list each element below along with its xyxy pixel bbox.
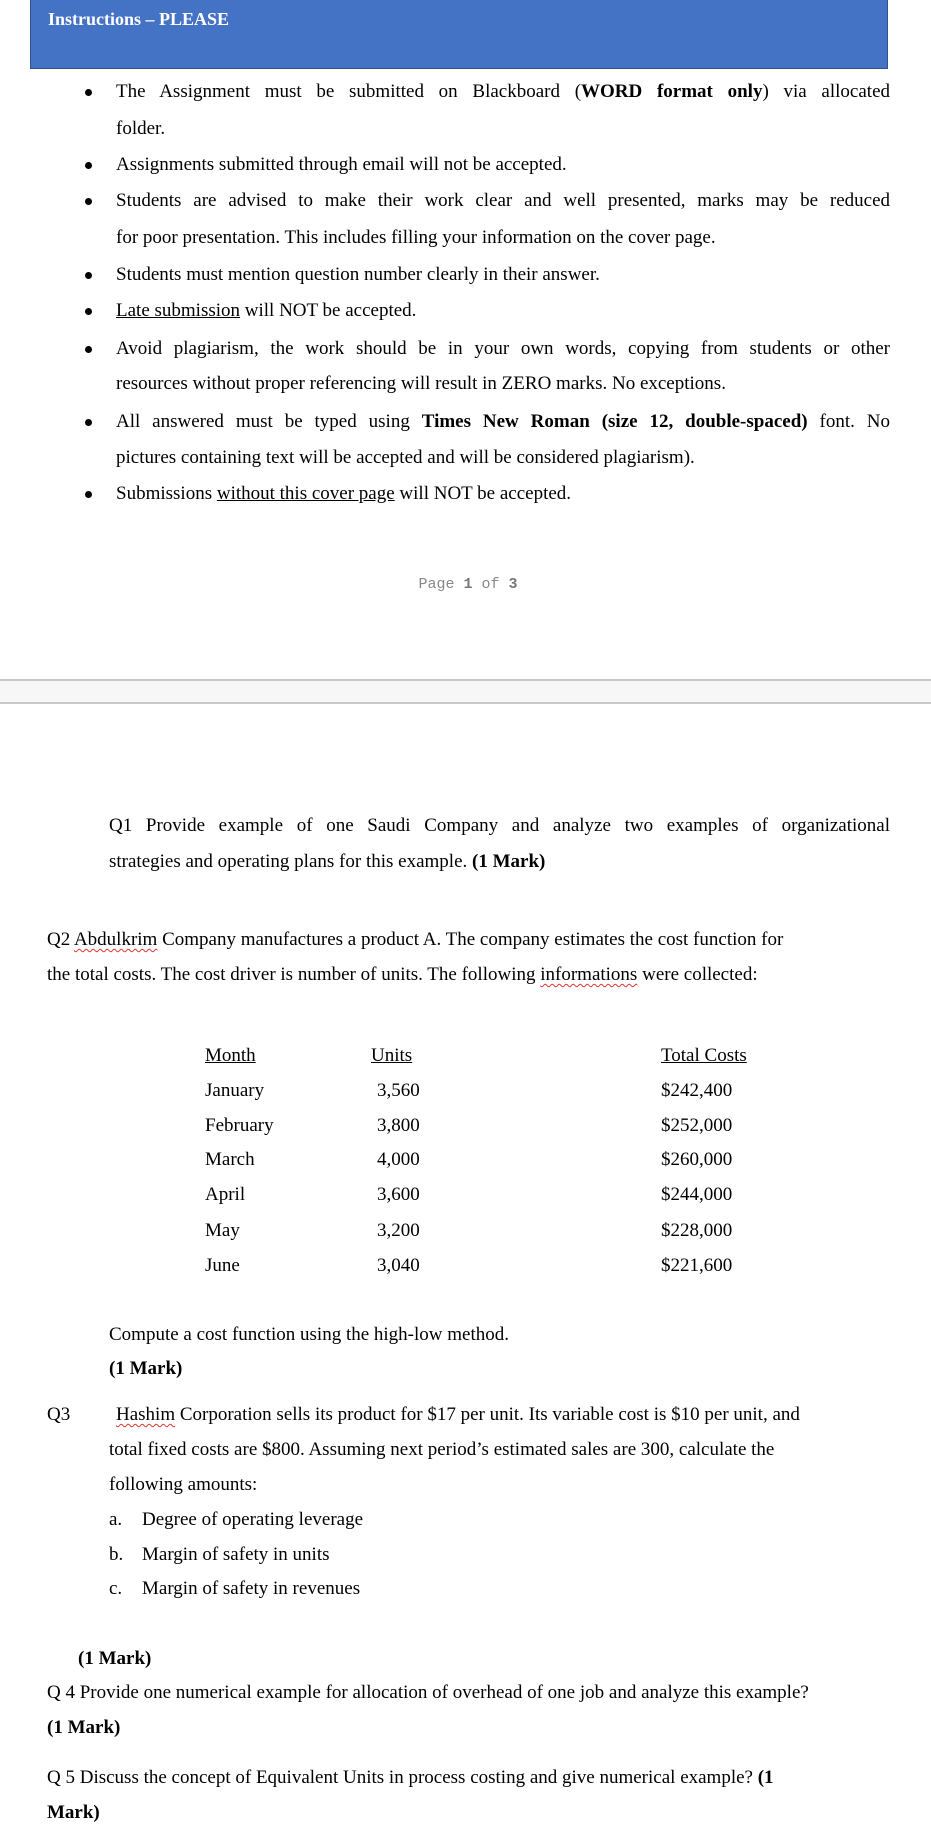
bullet-icon	[84, 491, 94, 501]
q4-mark: (1 Mark)	[47, 1717, 121, 1738]
q3-item-b: Margin of safety in units	[142, 1544, 330, 1565]
q3-mark: (1 Mark)	[78, 1648, 152, 1669]
table-cell-total-costs: $252,000	[661, 1115, 733, 1136]
q3-label: Q3	[47, 1404, 71, 1425]
table-cell-total-costs: $221,600	[661, 1255, 733, 1276]
q3-line3: following amounts:	[109, 1474, 258, 1495]
table-cell-units: 3,040	[377, 1255, 420, 1276]
table-cell-month: May	[205, 1220, 240, 1241]
table-cell-total-costs: $260,000	[661, 1149, 733, 1170]
bullet-icon	[84, 308, 94, 318]
table-header-units: Units	[371, 1045, 413, 1066]
q3-item-c-letter: c.	[109, 1578, 123, 1599]
instruction-8: Submissions without this cover page will NOT be accepted.	[116, 483, 572, 504]
q4-text: Q 4 Provide one numerical example for allocation of overhead of one job and analyze this example?	[47, 1682, 809, 1703]
q3-line2: total fixed costs are $800. Assuming next period’s estimated sales are 300, calculate the	[109, 1439, 775, 1460]
instruction-5: Late submission will NOT be accepted.	[116, 300, 417, 321]
instructions-header	[30, 0, 888, 69]
q2-line1: Q2 Abdulkrim Company manufactures a product A. The company estimates the cost function for	[47, 929, 784, 950]
header-title: Instructions – PLEASE	[48, 9, 230, 29]
bullet-icon	[84, 272, 94, 282]
page-break-separator	[0, 679, 931, 704]
q3-item-b-letter: b.	[109, 1544, 124, 1565]
instruction-6-cont: resources without proper referencing will result in ZERO marks. No exceptions.	[116, 373, 726, 394]
table-cell-units: 3,200	[377, 1220, 420, 1241]
page-number: Page 1 of 3	[418, 576, 518, 593]
table-cell-units: 3,600	[377, 1184, 420, 1205]
bullet-icon	[84, 89, 94, 99]
bullet-icon	[84, 162, 94, 172]
instruction-6: Avoid plagiarism, the work should be in your own words, copying from students or other	[116, 338, 890, 359]
bullet-icon	[84, 346, 94, 356]
q1-line1: Q1 Provide example of one Saudi Company and analyze two examples of organizational	[109, 815, 890, 836]
instruction-3: Students are advised to make their work clear and well presented, marks may be reduced	[116, 190, 890, 211]
table-header-month: Month	[205, 1045, 256, 1066]
table-cell-units: 3,800	[377, 1115, 420, 1136]
q3-item-a-letter: a.	[109, 1509, 123, 1530]
table-cell-total-costs: $228,000	[661, 1220, 733, 1241]
q3-item-a: Degree of operating leverage	[142, 1509, 364, 1530]
table-cell-total-costs: $242,400	[661, 1080, 733, 1101]
table-cell-month: June	[205, 1255, 240, 1276]
instruction-7: All answered must be typed using Times New Roman (size 12, double-spaced) font. No	[116, 411, 890, 432]
bullet-icon	[84, 419, 94, 429]
table-header-total-costs: Total Costs	[661, 1045, 747, 1066]
table-cell-units: 3,560	[377, 1080, 420, 1101]
q2-task: Compute a cost function using the high-low method.	[109, 1324, 510, 1345]
table-cell-total-costs: $244,000	[661, 1184, 733, 1205]
q3-line1: Hashim Corporation sells its product for $17 per unit. Its variable cost is $10 per unit, and	[116, 1404, 800, 1425]
instruction-1-cont: folder.	[116, 118, 166, 139]
q2-mark: (1 Mark)	[109, 1358, 183, 1379]
q5-mark: Mark)	[47, 1802, 100, 1823]
q1-line2: strategies and operating plans for this example. (1 Mark)	[109, 851, 546, 872]
q3-item-c: Margin of safety in revenues	[142, 1578, 361, 1599]
table-cell-month: February	[205, 1115, 274, 1136]
table-cell-month: January	[205, 1080, 265, 1101]
instruction-3-cont: for poor presentation. This includes filling your information on the cover page.	[116, 227, 716, 248]
instruction-2: Assignments submitted through email will not be accepted.	[116, 154, 567, 175]
instruction-7-cont: pictures containing text will be accepted and will be considered plagiarism).	[116, 447, 695, 468]
instruction-1: The Assignment must be submitted on Blackboard (WORD format only) via allocated	[116, 81, 890, 102]
q5-text: Q 5 Discuss the concept of Equivalent Units in process costing and give numerical example? (1	[47, 1767, 774, 1788]
table-cell-month: April	[205, 1184, 246, 1205]
q2-line2: the total costs. The cost driver is number of units. The following informations were collected:	[47, 964, 758, 985]
bullet-icon	[84, 198, 94, 208]
table-cell-month: March	[205, 1149, 255, 1170]
table-cell-units: 4,000	[377, 1149, 420, 1170]
instruction-4: Students must mention question number clearly in their answer.	[116, 264, 600, 285]
